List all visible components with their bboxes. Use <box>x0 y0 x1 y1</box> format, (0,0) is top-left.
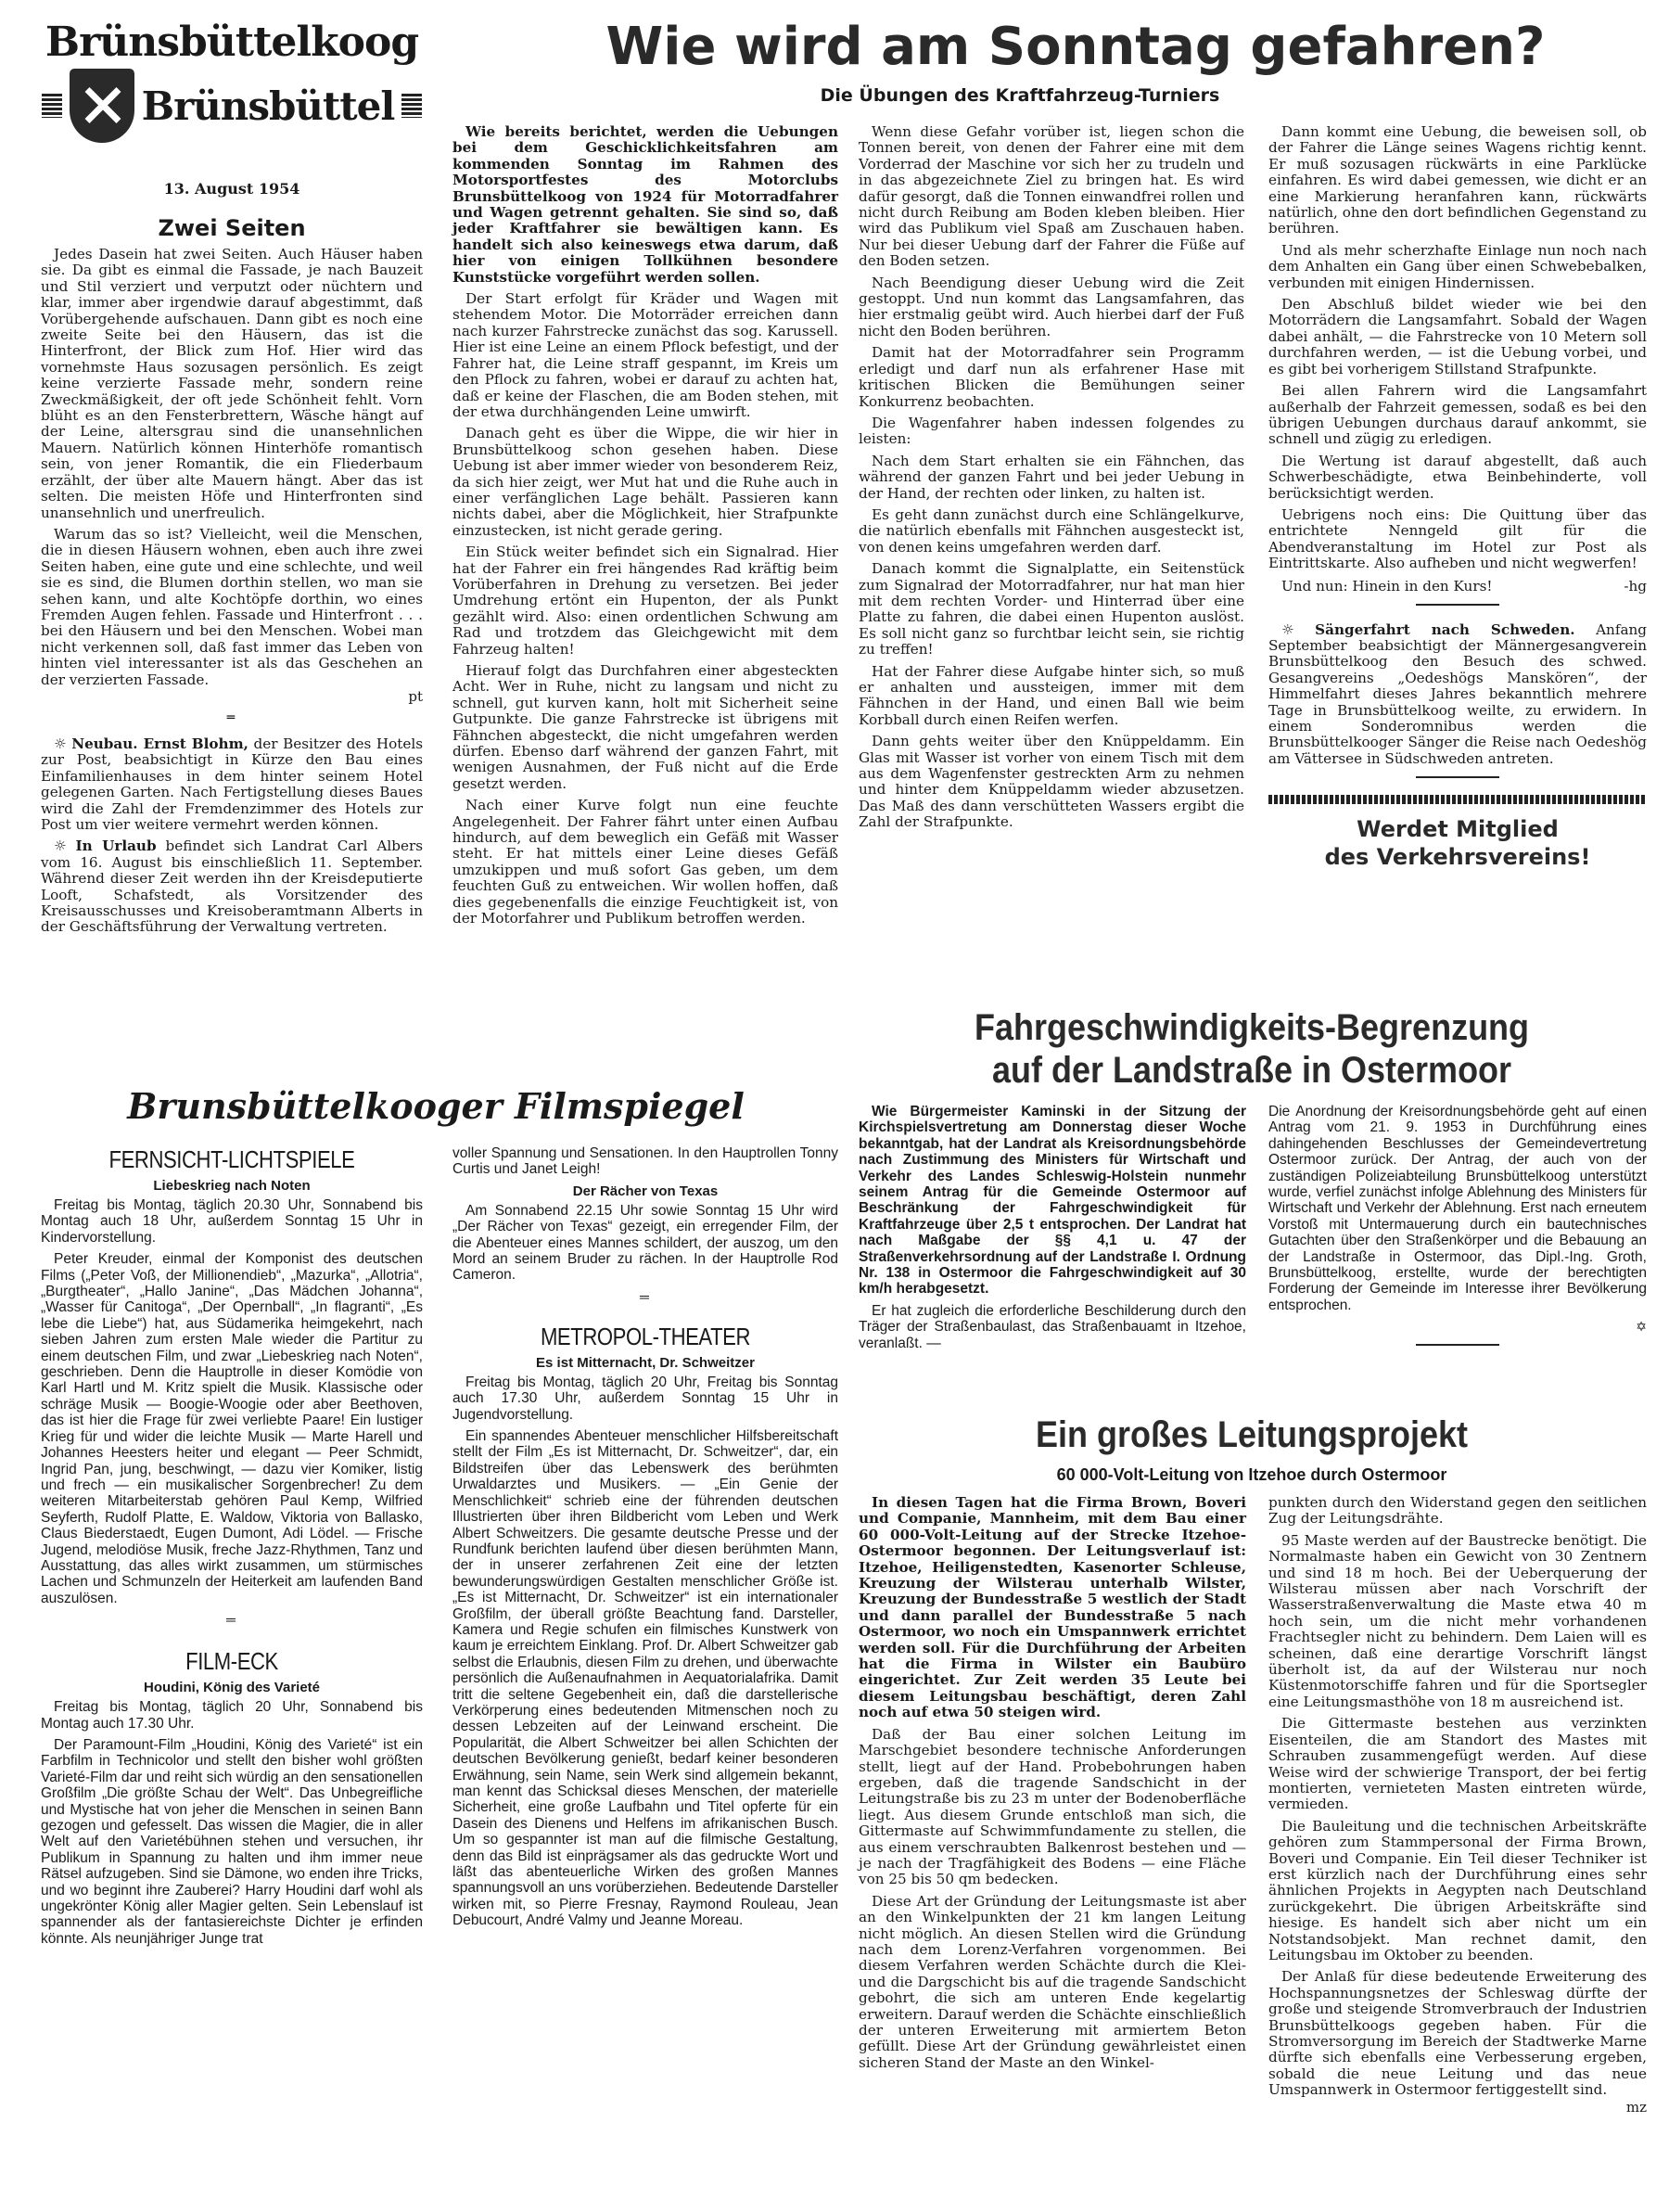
showtimes: Freitag bis Montag, täglich 20.30 Uhr, Sonnabend bis Montag auch 18 Uhr, außerdem Sonntag 15 Uhr in Kindervorstellung. <box>41 1197 423 1246</box>
paragraph: Hierauf folgt das Durchfahren einer abgesteckten Acht. Wer in Ruhe, nicht zu langsam und nicht zu schnell, gut kurven kann, holt mit Sicherheit seine Gutpunkte. Die ganze Fahrstrecke ist übrigens mit Fähnchen abgesteckt, die nicht umgefahren werden dürfen. Ebenso darf während der ganzen Fahrt, mit wenigen Ausnahmen, der Fuß nicht auf die Erde gesetzt werden. <box>452 662 838 792</box>
paragraph: Die Gittermaste bestehen aus verzinkten Eisenteilen, die am Standort des Mastes mit Schrauben zusammengefügt werden. Auf diese Weise wird der schwierige Transport, der bei fertig montierten, vernieteten Masten eintreten würde, vermieden. <box>1268 1715 1647 1813</box>
film-title: Houdini, König des Varieté <box>143 1680 321 1696</box>
masthead-subtitle: Brünsbüttel <box>141 83 395 129</box>
paragraph: Bei allen Fahrern wird die Langsamfahrt außerhalb der Fahrzeit gemessen, sodaß es bei den übrigen Uebungen durchaus darauf ankommt, sie schnell und zügig zu erledigen. <box>1268 382 1647 448</box>
divider <box>1416 1344 1499 1346</box>
film-description: voller Spannung und Sensationen. In den Hauptrollen Tonny Curtis und Janet Leigh! <box>452 1145 838 1178</box>
paragraph: Nach einer Kurve folgt nun eine feuchte Angelegenheit. Der Fahrer fährt unter einen Aufbau hindurch, auf dem beweglich ein Gefäß mit Wasser steht. Er hat mittels einer Leine dieses Gefäß umzukippen und muß sofort Gas geben, um dem feuchten Guß zu entweichen. Wir wollen hoffen, daß dies gegebenenfalls die einzige Feuchtigkeit ist, von der Motorfahrer und Publikum betroffen werden. <box>452 797 838 927</box>
article-title: Zwei Seiten <box>158 215 306 241</box>
paragraph: Damit hat der Motorradfahrer sein Programm erledigt und darf nun als erfahrener Hase mit kritischen Blicken die Bemühungen seiner Konkurrenz beobachten. <box>859 344 1244 410</box>
paragraph: Den Abschluß bildet wieder wie bei den Motorrädern die Langsamfahrt. Sobald der Wagen dabei anhält, — die Fahrstrecke von 10 Metern soll durchfahren werden, — ist die Uebung vorbei, und es gibt bei vorherigem Stillstand Strafpunkte. <box>1268 296 1647 377</box>
film-description: Der Paramount-Film „Houdini, König des Varieté“ ist ein Farbfilm in Technicolor und stellt den bisher wohl größten Varieté-Film dar und reiht sich würdig an den sensationellen Großfilm „Die größte Schau der Welt“. Das Unbegreifliche und Mystische hat von jeher die Menschen in seinen Bann gezogen und gefesselt. Das wissen die Magier, die in aller Welt auf den Varietébühnen stehen und versuchen, ihr Publikum in Spannung zu halten und ihm immer neue Rätsel aufzugeben. Sind sie Dämone, wo enden ihre Tricks, und wo beginnt ihre Zauberei? Harry Houdini darf wohl als ungekrönter König aller Magier gelten. Sein Lebenslauf ist spannender als der fantasiereichste Dichter je erfinden könnte. Als neunjähriger Junge trat <box>41 1736 423 1947</box>
paragraph: Die Wagenfahrer haben indessen folgendes zu leisten: <box>859 414 1244 448</box>
cinema-fernsicht <box>41 1145 423 1952</box>
author: pt <box>408 687 423 705</box>
separator: ═ <box>226 1612 237 1628</box>
paragraph: 95 Maste werden auf der Baustrecke benötigt. Die Normalmaste haben ein Gewicht von 30 Zentnern und sind 18 m hoch. Bei der Ueberquerung der Wilsterau müssen aber nach Vorschrift der Wasserstraßenverwaltung die Maste etwa 40 m hoch sein, um die nicht mehr vorhandenen Frachtsegler nicht zu behindern. Dem Laien will es scheinen, daß eine derartige Vorschrift längst überholt ist, da auf der Wilsterau nur noch Küstenmotorschiffe fahren und für die Sportsegler eine Leitungsmasthöhe von 18 m ausreichend ist. <box>1268 1531 1647 1710</box>
begrenzung-column-2 <box>1268 1104 1647 1355</box>
author: -hg <box>1624 577 1647 595</box>
masthead <box>37 17 427 198</box>
paragraph: Hat der Fahrer diese Aufgabe hinter sich, so muß er anhalten und aussteigen, immer mit dem Fähnchen in der Hand, und einen Ball wie beim Korbball durch einen Reifen werfen. <box>859 662 1244 728</box>
paragraph: Warum das so ist? Vielleicht, weil die Menschen, die in diesen Häusern wohnen, eben auch ihre zwei Seiten haben, eine gute und eine schlechte, und weil sie es sind, die Blumen dorthin stellen, wo man sie sehen kann, und alte Kochtöpfe dorthin, wo eines Fremden Augen fehlen. Fassade und Hinterfront . . . bei den Häusern und bei den Menschen. Wobei man nicht verkennen soll, daß fast immer das Leben von hinten viel interessanter ist als das Geschehen an der verzierten Fassade. <box>41 525 423 688</box>
paragraph: Diese Art der Gründung der Leitungsmaste ist aber an den Winkelpunkten der 21 km langen Leitung nicht möglich. An diesen Stellen wird die Gründung nach dem Lorenz-Verfahren vorgenommen. Bei diesem Verfahren werden Schächte durch die Klei- und die Dargschicht bis auf die tragende Sandschicht gebohrt, die sich am unteren Ende kegelartig erweitern. Darauf werden die Schächte einschließlich der unteren Erweiterung mit armiertem Beton gefüllt. Diese Art der Gründung gewährleistet einen sicheren Stand der Maste an den Winkel- <box>859 1892 1246 2071</box>
cinema-name: FILM-ECK <box>185 1647 278 1676</box>
leitung-column-2 <box>1268 1495 1647 2116</box>
paragraph: Danach geht es über die Wippe, die wir hier in Brunsbüttelkoog schon gesehen haben. Diese Uebung ist aber immer wieder von besonderem Reiz, da sich hier zeigt, wer Mut hat und die Ruhe auch in einer verfänglichen Lage behält. Passieren kann nichts dabei, aber die Möglichkeit, hier Strafpunkte einzustecken, ist nicht gerade gering. <box>452 425 838 539</box>
film-description: Am Sonnabend 22.15 Uhr sowie Sonntag 15 Uhr wird „Der Rächer von Texas“ gezeigt, ein erregender Film, der die Abenteuer eines Mannes schildert, der auszog, um den Mord an seinem Bruder zu rächen. In der Hauptrolle Rod Cameron. <box>452 1202 838 1284</box>
divider <box>1416 604 1499 606</box>
cinema-column-2 <box>452 1145 838 1935</box>
notice: ☼ In Urlaub befindet sich Landrat Carl Albers vom 16. August bis einschließlich 11. September. Während dieser Zeit werden ihn der Kreisdeputierte Looft, Schafstedt, als Vorsitzender des Kreisausschusses und Kreisoberamtmann Alberts in der Geschäftsführung der Verwaltung vertreten. <box>41 837 423 936</box>
paragraph: Ein Stück weiter befindet sich ein Signalrad. Hier hat der Fahrer ein frei hängendes Rad kräftig beim Vorüberfahren in Drehung zu versetzen. Bei jeder Umdrehung ertönt ein Hupenton, der als Punkt gezählt wird. Also: einen ordentlichen Schwung am Rad und trotzdem das Gleichgewicht mit dem Fahrzeug halten! <box>452 543 838 658</box>
paragraph: Uebrigens noch eins: Die Quittung über das entrichtete Nenngeld gilt für die Abendveranstaltung im Hotel zur Post als Eintrittskarte. Also aufheben und nicht wegwerfen! <box>1268 505 1647 572</box>
subheadline-sonntag: Die Übungen des Kraftfahrzeug-Turniers <box>820 85 1220 106</box>
filmspiegel-title: Brunsbüttelkooger Filmspiegel <box>127 1085 745 1127</box>
film-description: Peter Kreuder, einmal der Komponist des deutschen Films („Peter Voß, der Millionendieb“, „Mazurka“, „Allotria“, „Burgtheater“, „Hallo Janine“, „Das Mädchen Johanna“, „Wasser für Canitoga“, „Der Opernball“, „In flagranti“, „Es lebe die Liebe“) hat, aus Südamerika heimgekehrt, nach sieben Jahren zum ersten Male wieder die Partitur zu einem deutschen Film, und zwar „Liebeskrieg nach Noten“, geschrieben. Denn die Hauptrolle in dieser Komödie von Karl Hartl und M. Kritz spielt die Musik. Klassische oder schräge Musik — Boogie-Woogie oder aber Beethoven, das ist hier die Frage für zwei verliebte Paare! Ein lustiger Krieg für und wider die leichte Musik — Marte Harell und Johannes Heesters heiter und elegant — Peer Schmidt, Ingrid Pan, jung, beschwingt, — dazu vier Komiker, listig und frech — ein musikalischer Sorgenbrecher! Zu dem weiteren Mitarbeiterstab gehören Paul Kemp, Wilfried Seyferth, Rudolf Platte, E. Waldow, Viktoria von Ballasko, Claus Biederstaedt, Eugen Dumont, Adi Lödel. — Frische Jugend, melodiöse Musik, freche Jazz-Rhythmen, Tanz und Ausstattung, das alles wirkt zusammen, um stürmisches Lachen und Schmunzeln der Heiterkeit am laufenden Band auszulösen. <box>41 1251 423 1606</box>
notice-saengerfahrt: ☼ Sängerfahrt nach Schweden. Anfang September beabsichtigt der Männergesangverein Brunsbüttelkoog den Besuch des schwed. Gesangvereins „Oedeshögs Manskören“, der Himmelfahrt dieses Jahres bekanntlich mehrere Tage in Brunsbüttelkoog weilte, zu erwidern. In einem Sonderomnibus werden die Brunsbüttelkooger Sänger die Reise nach Oedeshög am Vättersee in Südschweden antreten. <box>1268 620 1648 767</box>
lead-paragraph: Wie bereits berichtet, werden die Uebungen bei dem Geschicklichkeitsfahren am kommenden Sonntag im Rahmen des Motorsportfestes des Motorclubs Brunsbüttelkoog von 1924 für Motorradfahrer und Wagen getrennt gehalten. Sie sind so, daß jeder Kraftfahrer sie bewältigen kann. Es handelt sich also keineswegs etwa darum, daß hier von einigen Tollkühnen besondere Kunststücke vorgeführt werden sollen. <box>452 123 838 286</box>
paragraph: Dann gehts weiter über den Knüppeldamm. Ein Glas mit Wasser ist vorher von einem Tisch mit dem aus dem Wagenfenster gestreckten Arm zu nehmen und hinter dem Knüppeldamm wieder abzusetzen. Das Maß des dann verschütteten Wassers ergibt die Zahl der Strafpunkte. <box>859 733 1244 831</box>
paragraph: Die Bauleitung und die technischen Arbeitskräfte gehören zum Stammpersonal der Firma Brown, Boveri und Companie. Ein Teil dieser Techniker ist erst kürzlich nach der Durchführung eines sehr ähnlichen Projekts in Aegypten nach Deutschland zurückgekehrt. Die übrigen Arbeitskräfte sind hiesige. Es handelt sich aber nicht um ein Notstandsobjekt. Man rechnet damit, den Leitungsbau im Oktober zu beenden. <box>1268 1817 1647 1963</box>
article-zwei-seiten <box>41 211 423 941</box>
star-icon: ✡ <box>1636 1319 1647 1335</box>
sonntag-column-3 <box>1268 124 1647 871</box>
paragraph: Es geht dann zunächst durch eine Schlängelkurve, die natürlich ebenfalls mit Fähnchen ausgesteckt ist, von denen keins umgefahren werden darf. <box>859 505 1244 556</box>
paragraph: Jedes Dasein hat zwei Seiten. Auch Häuser haben sie. Da gibt es einmal die Fassade, je nach Bauzeit und Stil verziert und verputzt oder nüchtern und klar, immer aber irgendwie darauf abgestimmt, daß Vorübergehende aufschauen. Dann gibt es noch eine zweite Seite bei den Häusern, das ist die Hinterfront, der Blick zum Hof. Hier wird das vornehmste Haus sozusagen persönlich. Es zeigt keine verzierte Fassade mehr, sondern reine Zweckmäßigkeit, der oft jede Schönheit fehlt. Vorn blüht es an den Fensterbrettern, Wäsche hängt auf der Leine, altersgrau sind die unansehnlichen Mauern. Natürlich können Hinterhöfe romantisch sein, von jener Romantik, die ein Fliederbaum erzählt, der über alte Mauern hängt. Aber das ist selten. Die meisten Höfe und Hinterfronten sind unansehnlich und unerfreulich. <box>41 246 423 521</box>
paragraph: Die Wertung ist darauf abgestellt, daß auch Schwerbeschädigte, etwa Beinbehinderte, voll berücksichtigt werden. <box>1268 452 1647 502</box>
paragraph: Der Start erfolgt für Kräder und Wagen mit stehendem Motor. Die Motorräder erreichen dann nach kurzer Fahrstrecke zunächst das sog. Karussell. Hier ist eine Leine an einem Pflock befestigt, und der Fahrer hat, die Leine straff gespannt, im Kreis um den Pflock zu fahren, wobei er darauf zu achten hat, daß er keine der Flaschen, die am Boden stehen, mit der etwa durchhängenden Leine umwirft. <box>452 290 838 420</box>
ribbon-right-icon <box>401 94 422 118</box>
ornamental-rule <box>1268 795 1647 804</box>
begrenzung-column-1 <box>859 1104 1246 1357</box>
lead-paragraph: Wie Bürgermeister Kaminski in der Sitzung der Kirchspielsvertretung am Donnerstag dieser Woche bekanntgab, hat der Landrat als Kreisordnungsbehörde nach Zustimmung des Ministers für Wirtschaft und Verkehr des Landes Schleswig-Holstein nunmehr seinem Antrag für die Gemeinde Ostermoor auf Beschränkung der Fahrgeschwindigkeit für Kraftfahrzeuge über 2,5 t entsprochen. Der Landrat hat nach Maßgabe der §§ 4,1 u. 47 der Straßenverkehrsordnung auf der Landstraße I. Ordnung Nr. 138 in Ostermoor die Fahrgeschwindigkeit auf 30 km/h herabgesetzt. <box>859 1104 1246 1298</box>
issue-date: 13. August 1954 <box>163 180 300 198</box>
lead-paragraph: In diesen Tagen hat die Firma Brown, Boveri und Companie, Mannheim, mit dem Bau einer 60 000-Volt-Leitung auf der Strecke Itzehoe-Ostermoor begonnen. Der Leitungsverlauf ist: Itzehoe, Heiligenstedten, Kasenorter Schleuse, Kreuzung der Wilsterau unterhalb Wilster, Kreuzung der Bundesstraße 5 westlich der Stadt und dann parallel der Bundesstraße 5 nach Ostermoor, wo noch ein Umspannwerk errichtet werden soll. Für die Durchführung der Arbeiten hat die Firma in Wilster ein Baubüro eingerichtet. Zur Zeit werden 35 Leute bei diesem Leitungsbau beschäftigt, deren Zahl noch auf etwa 50 steigen wird. <box>859 1494 1246 1721</box>
separator: ═ <box>226 710 237 725</box>
film-description: Ein spannendes Abenteuer menschlicher Hilfsbereitschaft stellt der Film „Es ist Mitternacht, Dr. Schweitzer“, dar, ein Bildstreifen über das Lebenswerk des berühmten Urwaldarztes und Musikers. — „Ein Genie der Menschlichkeit“ schrieb eine der führenden deutschen Illustrierten über ihren Bildbericht vom Leben und Werk Albert Schweitzers. Die gesamte deutsche Presse und der Rundfunk berichten laufend über diesen berühmten Mann, der in unserer zerfahrenen Zeit eine der letzten bewunderungswürdigen Gestalten menschlicher Größe ist. „Es ist Mitternacht, Dr. Schweitzer“ ist ein internationaler Großfilm, der überall größte Beachtung fand. Darsteller, Kamera und Regie schufen ein filmisches Kunstwerk von kaum je erreichtem Einklang. Prof. Dr. Albert Schweitzer gab selbst die Erlaubnis, diesen Film zu drehen, und überwachte persönlich die Außenaufnahmen in Aequatorialafrika. Damit tritt die seltene Gegebenheit ein, daß die darstellerische Verkörperung eines bedeutenden Mitmenschen noch zu dessen Lebzeiten auf der Leinwand erscheint. Die Popularität, die Albert Schweitzer bei allen Schichten der deutschen Bevölkerung genießt, bedarf keiner besonderen Erwähnung, sein Name, sein Werk sind allgemein bekannt, man kennt das Schicksal dieses Menschen, der materielle Sicherheit, eine große Laufbahn und Titel opferte für ein Dasein des Dienens und Helfens im afrikanischen Busch. Um so gespannter ist man auf die filmische Gestaltung, denn das Bild ist einprägsamer als das gedruckte Wort und läßt das abenteuerliche Wirken des großen Mannes spannungsvoll an uns vorüberziehen. Bedeutende Darsteller wirken mit, so Pierre Fresnay, Raymond Rouleau, Jean Debucourt, André Valmy und Jeanne Moreau. <box>452 1428 838 1929</box>
headline-begrenzung: Fahrgeschwindigkeits-Begrenzung auf der Landstraße in Ostermoor <box>974 1007 1530 1091</box>
sonntag-column-2 <box>859 124 1244 837</box>
paragraph: punkten durch den Widerstand gegen den seitlichen Zug der Leitungsdrähte. <box>1268 1494 1647 1528</box>
paragraph: Die Anordnung der Kreisordnungsbehörde geht auf einen Antrag vom 21. 9. 1953 in Durchführung eines dahingehenden Beschlusses der Gemeindevertretung Ostermoor zurück. Der Antrag, der auch von der zuständigen Polizeiabteilung Brunsbüttelkoog unterstützt wurde, verfiel zunächst infolge Ablehnung des Ministers für Wirtschaft und Verkehr der Ablehnung. Erst nach erneutem Vorstoß mit Untermauerung durch ein bautechnisches Gutachten über den Straßenkörper und die Bebauung an der Landstraße in Ostermoor, das Dipl.-Ing. Groth, Brunsbüttelkoog, erstellte, wurde der berechtigten Forderung der Gemeinde im Interesse ihrer Bevölkerung entsprochen. <box>1268 1104 1647 1313</box>
paragraph: Und als mehr scherzhafte Einlage nun noch nach dem Anhalten ein Gang über einen Schwebebalken, verbunden mit einigen Hindernissen. <box>1268 241 1647 291</box>
film-title: Es ist Mitternacht, Dr. Schweitzer <box>536 1354 755 1371</box>
subheadline-leitung: 60 000-Volt-Leitung von Itzehoe durch Ostermoor <box>1056 1465 1447 1484</box>
notice: ☼ Neubau. Ernst Blohm, der Besitzer des Hotels zur Post, beabsichtigt in Kürze den Bau eines Einfamilienhauses in dem hinter seinem Hotel gelegenen Garten. Nach Fertigstellung dieses Baues wird die Zahl der Fremdenzimmer des Hotels zur Post um vier weitere vermehrt werden können. <box>41 735 423 833</box>
masthead-title: Brünsbüttelkoog <box>45 19 419 66</box>
paragraph: Wenn diese Gefahr vorüber ist, liegen schon die Tonnen bereit, von denen der Fahrer eine mit dem Vorderrad der Maschine vor sich her zu trudeln und in das abgezeichnete Ziel zu bringen hat. Es wird dafür gesorgt, daß die Tonnen einwandfrei rollen und nicht durch Reibung am Boden kleben bleiben. Hier wird das Publikum viel Spaß am Zuschauen haben. Nur bei dieser Uebung darf der Fahrer die Füße auf den Boden setzen. <box>859 123 1244 270</box>
film-title: Liebeskrieg nach Noten <box>153 1178 311 1194</box>
coat-of-arms-icon <box>70 69 134 143</box>
leitung-column-1 <box>859 1495 1246 2077</box>
verkehrsverein-ad: Werdet Mitglied des Verkehrsvereins! <box>1324 816 1591 871</box>
paragraph: Danach kommt die Signalplatte, ein Seitenstück zum Signalrad der Motorradfahrer, nur hat man hier mit dem rechten Vorder- und Hinterrad über eine Platte zu fahren, die dabei einen Hupenton auslöst. Es soll nicht ganz so furchtbar leicht sein, sie richtig zu treffen! <box>859 560 1244 658</box>
divider <box>1416 776 1499 778</box>
paragraph: Nach dem Start erhalten sie ein Fähnchen, das während der ganzen Fahrt und bei jeder Uebung in der Hand, der rechten oder linken, zu halten ist. <box>859 452 1244 502</box>
paragraph: Der Anlaß für diese bedeutende Erweiterung des Hochspannungsnetzes der Schleswag dürfte der große und steigende Stromverbrauch der Industrien Brunsbüttelkoogs gegeben haben. Für die Stromversorgung im Bereich der Stadtwerke Marne dürfte sich ebenfalls eine Verbesserung ergeben, sobald die neue Leitung und das neue Umspannwerk in Ostermoor fertiggestellt sind. <box>1268 1968 1647 2099</box>
headline-sonntag: Wie wird am Sonntag gefahren? <box>605 17 1546 77</box>
cinema-name: METROPOL-THEATER <box>540 1322 751 1350</box>
paragraph: Er hat zugleich die erforderliche Beschilderung durch den Träger der Straßenbaulast, das Straßenbauamt in Itzehoe, veranlaßt. — <box>859 1302 1246 1351</box>
paragraph: Daß der Bau einer solchen Leitung im Marschgebiet besondere technische Anforderungen stellt, liegt auf der Hand. Probebohrungen haben ergeben, daß die tragende Sandschicht in der Leitungstraße bis zu 23 m unter der Bodenoberfläche liegt. Aus diesem Grunde entschloß man sich, die Gittermaste auf Schwimmfundamente zu stellen, die aus einem verschraubten Balkenrost bestehen und — je nach der Tragfähigkeit des Bodens — eine Fläche von 25 bis 50 qm bedecken. <box>859 1725 1246 1888</box>
showtimes: Freitag bis Montag, täglich 20 Uhr, Freitag bis Sonntag auch 17.30 Uhr, außerdem Sonntag 15 Uhr in Jugendvorstellung. <box>452 1374 838 1423</box>
author: mz <box>1625 2098 1647 2116</box>
paragraph: Dann kommt eine Uebung, die beweisen soll, ob der Fahrer die Länge seines Wagens richtig kennt. Er muß sozusagen rückwärts in eine Parklücke einfahren. Es wird dabei gemessen, wie dicht er an eine Markierung heranfahren kann, rückwärts natürlich, ohne den dort befindlichen Gegenstand zu berühren. <box>1268 123 1647 237</box>
closing-line: Und nun: Hinein in den Kurs! <box>1281 577 1493 595</box>
headline-leitung: Ein großes Leitungsprojekt <box>1035 1414 1469 1455</box>
cinema-name: FERNSICHT-LICHTSPIELE <box>108 1145 355 1173</box>
showtimes: Freitag bis Montag, täglich 20 Uhr, Sonnabend bis Montag auch 17.30 Uhr. <box>41 1699 423 1732</box>
ribbon-left-icon <box>42 94 62 118</box>
paragraph: Nach Beendigung dieser Uebung wird die Zeit gestoppt. Und nun kommt das Langsamfahren, das hier erstmalig geübt wird. Auch hierbei darf der Fuß nicht den Boden berühren. <box>859 274 1244 339</box>
sonntag-column-1 <box>452 124 838 933</box>
separator: ═ <box>640 1288 651 1304</box>
film-title: Der Rächer von Texas <box>572 1183 719 1199</box>
